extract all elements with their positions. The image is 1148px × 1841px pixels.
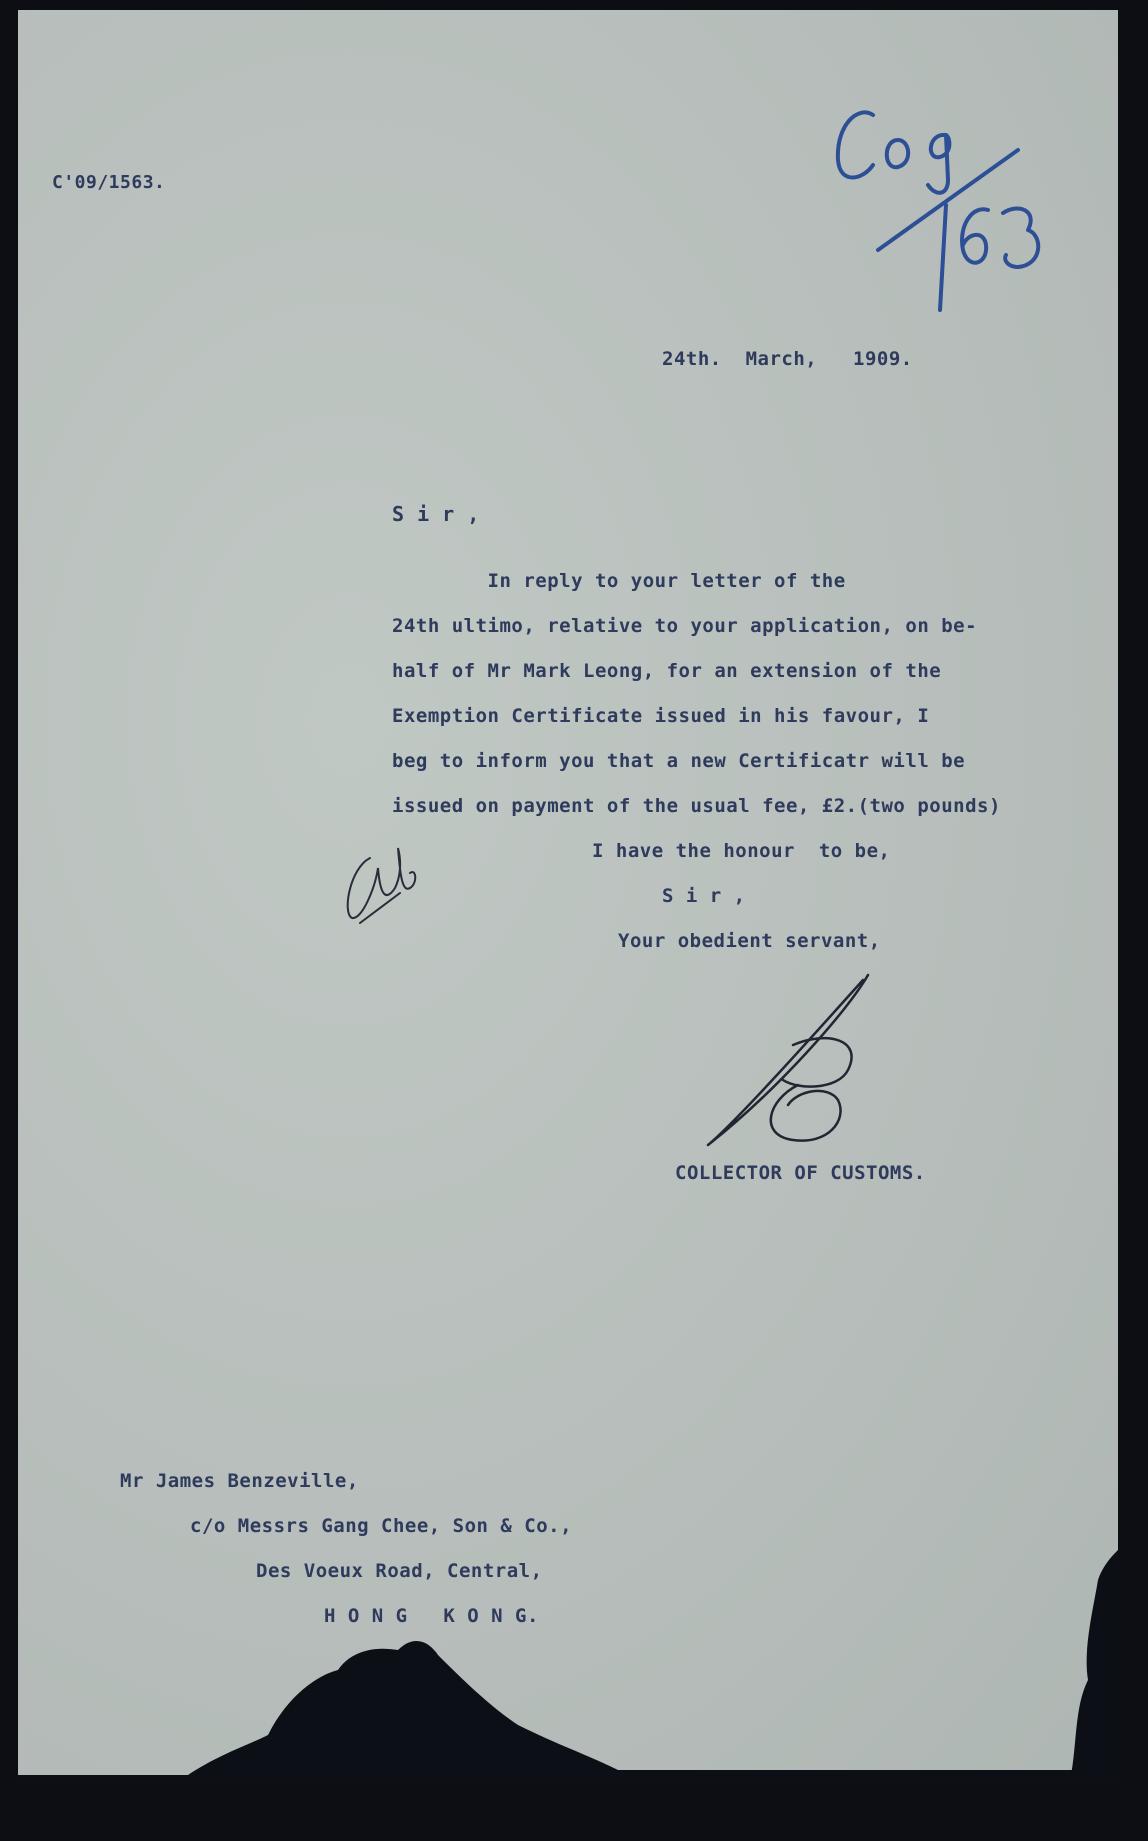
signatory-title: COLLECTOR OF CUSTOMS. (675, 1162, 926, 1184)
body-line: issued on payment of the usual fee, £2.(two pounds) (392, 795, 1001, 817)
letter-date: 24th. March, 1909. (662, 348, 913, 370)
body-line: In reply to your letter of the (392, 570, 846, 592)
addressee-name: Mr James Benzeville, (120, 1470, 359, 1492)
body-line: 24th ultimo, relative to your application, on be- (392, 615, 978, 637)
addressee-street: Des Voeux Road, Central, (256, 1560, 543, 1582)
body-line: half of Mr Mark Leong, for an extension of the (392, 660, 942, 682)
handwritten-file-number (828, 85, 1068, 315)
torn-edge-damage-right (1058, 1550, 1118, 1785)
addressee-city: H O N G K O N G. (324, 1605, 539, 1627)
closing-servant: Your obedient servant, (618, 930, 881, 952)
reference-number: C'09/1563. (52, 172, 166, 193)
torn-edge-damage (18, 1595, 1118, 1785)
salutation: S i r , (392, 502, 480, 526)
body-line: Exemption Certificate issued in his favour, I (392, 705, 930, 727)
letter-page (18, 10, 1118, 1785)
addressee-care-of: c/o Messrs Gang Chee, Son & Co., (190, 1515, 573, 1537)
closing-honour: I have the honour to be, (592, 840, 891, 862)
signature (698, 970, 898, 1160)
body-line: beg to inform you that a new Certificatr will be (392, 750, 966, 772)
closing-sir: S i r , (662, 885, 746, 907)
handwritten-initials (340, 838, 440, 928)
